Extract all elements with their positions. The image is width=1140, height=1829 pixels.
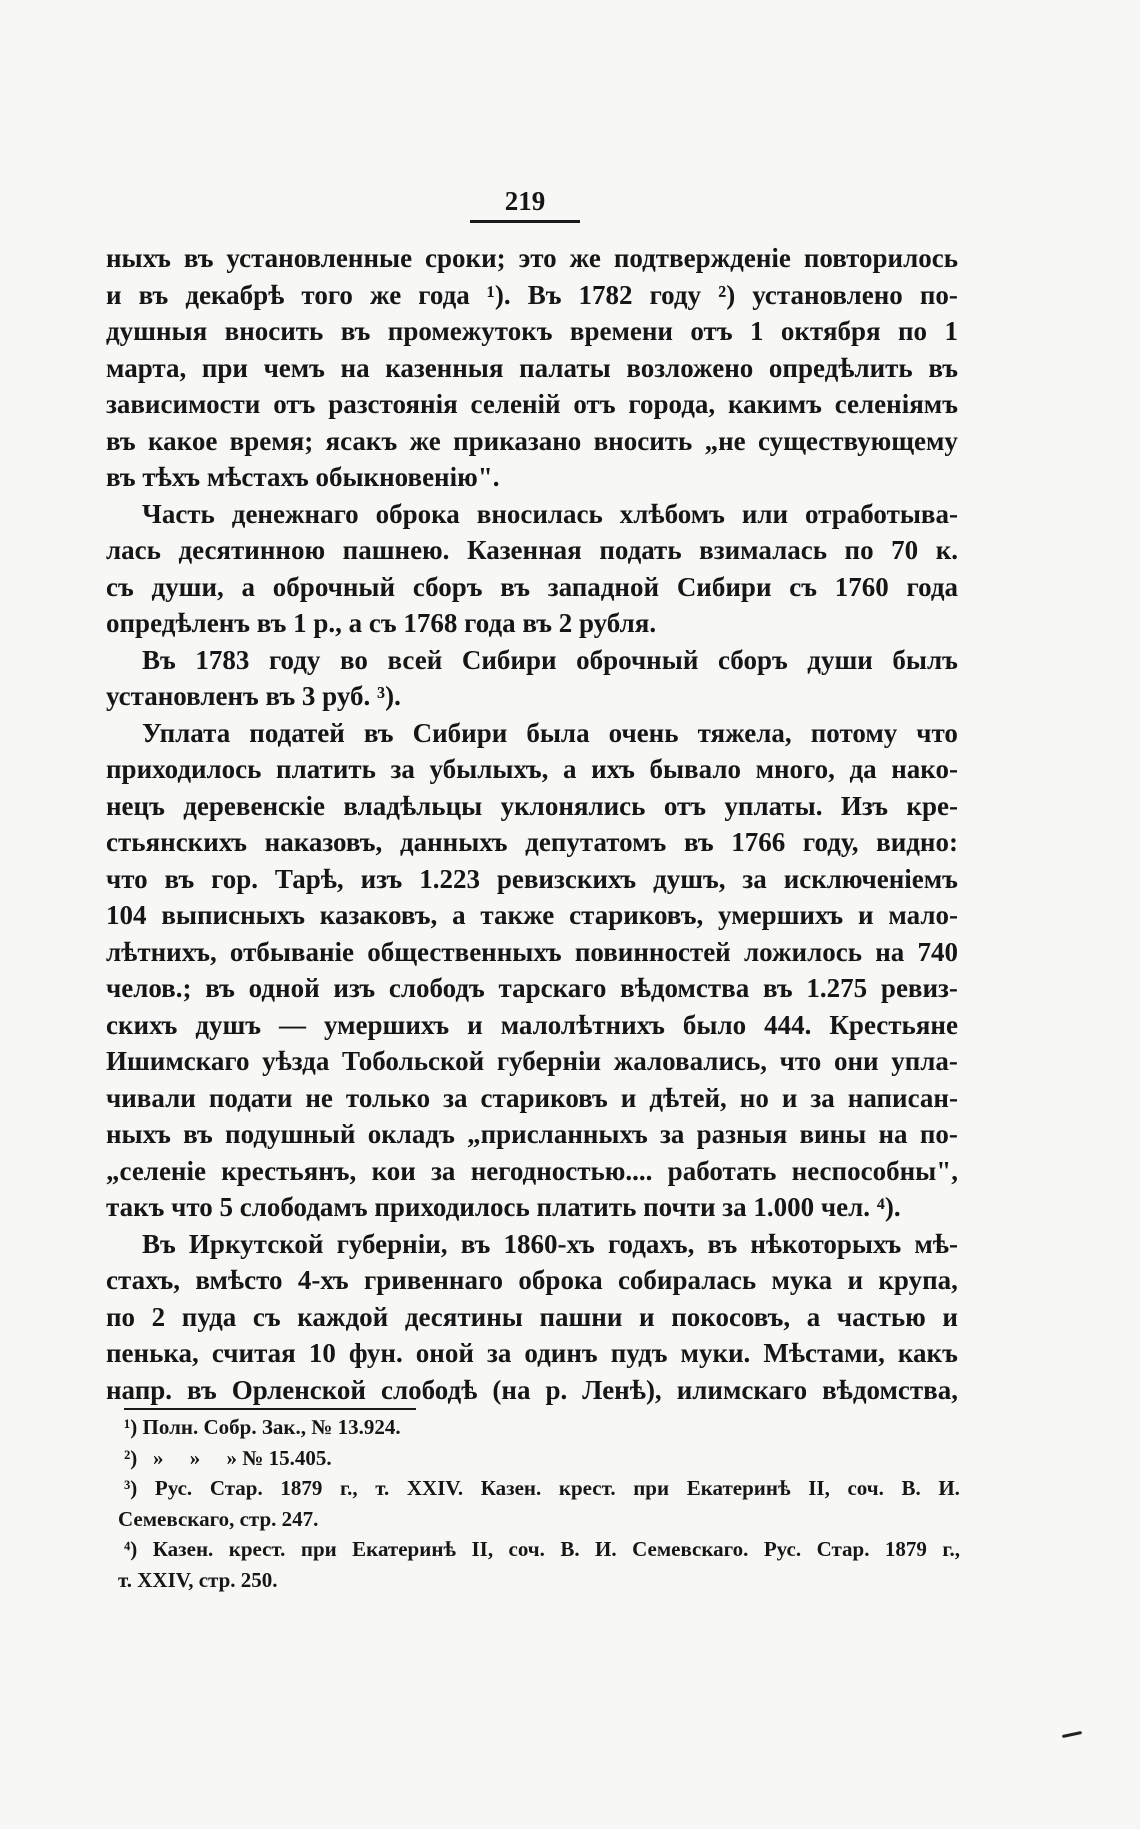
text-line: скихъ душъ — умершихъ и малолѣтнихъ было 444. Крестьяне <box>106 1009 958 1040</box>
footnote-line: ¹) Полн. Собр. Зак., № 13.924. <box>124 1415 401 1439</box>
text-line: „селеніе крестьянъ, кои за негодностью.... работать неспособны", <box>106 1155 958 1186</box>
text-line: Часть денежнаго оброка вносилась хлѣбомъ или отработыва- <box>142 498 958 529</box>
text-line: ныхъ въ подушный окладъ „присланныхъ за разныя вины на по- <box>106 1119 958 1149</box>
footnote-line: ²) » » » № 15.405. <box>124 1445 332 1470</box>
text-line: что въ гор. Тарѣ, изъ 1.223 ревизскихъ душъ, за исключеніемъ <box>106 863 958 894</box>
footnote-line: Семевскаго, стр. 247. <box>118 1506 319 1531</box>
text-line: чивали подати не только за стариковъ и дѣтей, но и за написан- <box>106 1082 958 1113</box>
text-line: напр. въ Орленской слободѣ (на р. Ленѣ), илимскаго вѣдомства, <box>106 1374 958 1405</box>
footnote-line: ³) Рус. Стар. 1879 г., т. XXIV. Казен. крест. при Екатеринѣ II, соч. В. И. <box>124 1476 960 1500</box>
text-line: Въ 1783 году во всей Сибири оброчный сборъ души былъ <box>142 644 958 675</box>
text-line: опредѣленъ въ 1 р., а съ 1768 года въ 2 рубля. <box>106 608 657 638</box>
text-line: приходилось платить за убылыхъ, а ихъ бывало много, да нако- <box>106 754 958 784</box>
text-line: въ тѣхъ мѣстахъ обыкновенію". <box>106 462 500 492</box>
text-line: лѣтнихъ, отбываніе общественныхъ повинностей ложилось на 740 <box>106 936 958 967</box>
text-line: марта, при чемъ на казенныя палаты возложено опредѣлить въ <box>106 352 958 383</box>
text-line: челов.; въ одной изъ слободъ тарскаго вѣдомства въ 1.275 ревиз- <box>106 973 958 1003</box>
footnote-line: т. XXIV, стр. 250. <box>118 1567 278 1592</box>
text-line: стахъ, вмѣсто 4-хъ гривеннаго оброка собиралась мука и крупа, <box>106 1265 958 1295</box>
text-line: душныя вносить въ промежутокъ времени отъ 1 октября по 1 <box>106 316 958 346</box>
text-line: Въ Иркутской губерніи, въ 1860-хъ годахъ, въ нѣкоторыхъ мѣ- <box>142 1228 958 1259</box>
margin-mark <box>1062 1731 1082 1738</box>
footnote-separator <box>124 1408 416 1410</box>
text-line: 104 выписныхъ казаковъ, а также стариковъ, умершихъ и мало- <box>106 900 958 930</box>
text-line: лась десятинною пашнею. Казенная подать взималась по 70 к. <box>106 535 958 565</box>
page-number: 219 <box>504 186 546 216</box>
text-line: пенька, считая 10 фун. оной за одинъ пудъ муки. Мѣстами, какъ <box>106 1338 958 1368</box>
text-line: по 2 пуда съ каждой десятины пашни и покосовъ, а частью и <box>106 1301 958 1332</box>
text-line: стьянскихъ наказовъ, данныхъ депутатомъ въ 1766 году, видно: <box>106 827 958 857</box>
text-line: и въ декабрѣ того же года ¹). Въ 1782 году ²) установлено по- <box>106 279 958 310</box>
text-line: съ души, а оброчный сборъ въ западной Сибири съ 1760 года <box>106 571 958 602</box>
page-number-rule <box>470 220 580 223</box>
text-line: установленъ въ 3 руб. ³). <box>106 681 401 711</box>
footnote-line: ⁴) Казен. крест. при Екатеринѣ II, соч. В. И. Семевскаго. Рус. Стар. 1879 г., <box>124 1537 960 1561</box>
text-line: зависимости отъ разстоянія селеній отъ города, какимъ селеніямъ <box>106 389 958 419</box>
text-line: Уплата податей въ Сибири была очень тяжела, потому что <box>142 717 958 748</box>
text-line: Ишимскаго уѣзда Тобольской губерніи жаловались, что они упла- <box>106 1046 958 1076</box>
body-text <box>106 240 958 1408</box>
text-line: такъ что 5 слободамъ приходилось платить почти за 1.000 чел. ⁴). <box>106 1192 901 1222</box>
footnotes <box>118 1412 960 1595</box>
text-line: нецъ деревенскіе владѣльцы уклонялись отъ уплаты. Изъ кре- <box>106 790 958 821</box>
text-line: ныхъ въ установленные сроки; это же подтвержденіе повторилось <box>106 243 958 273</box>
text-line: въ какое время; ясакъ же приказано вносить „не существующему <box>106 425 958 456</box>
